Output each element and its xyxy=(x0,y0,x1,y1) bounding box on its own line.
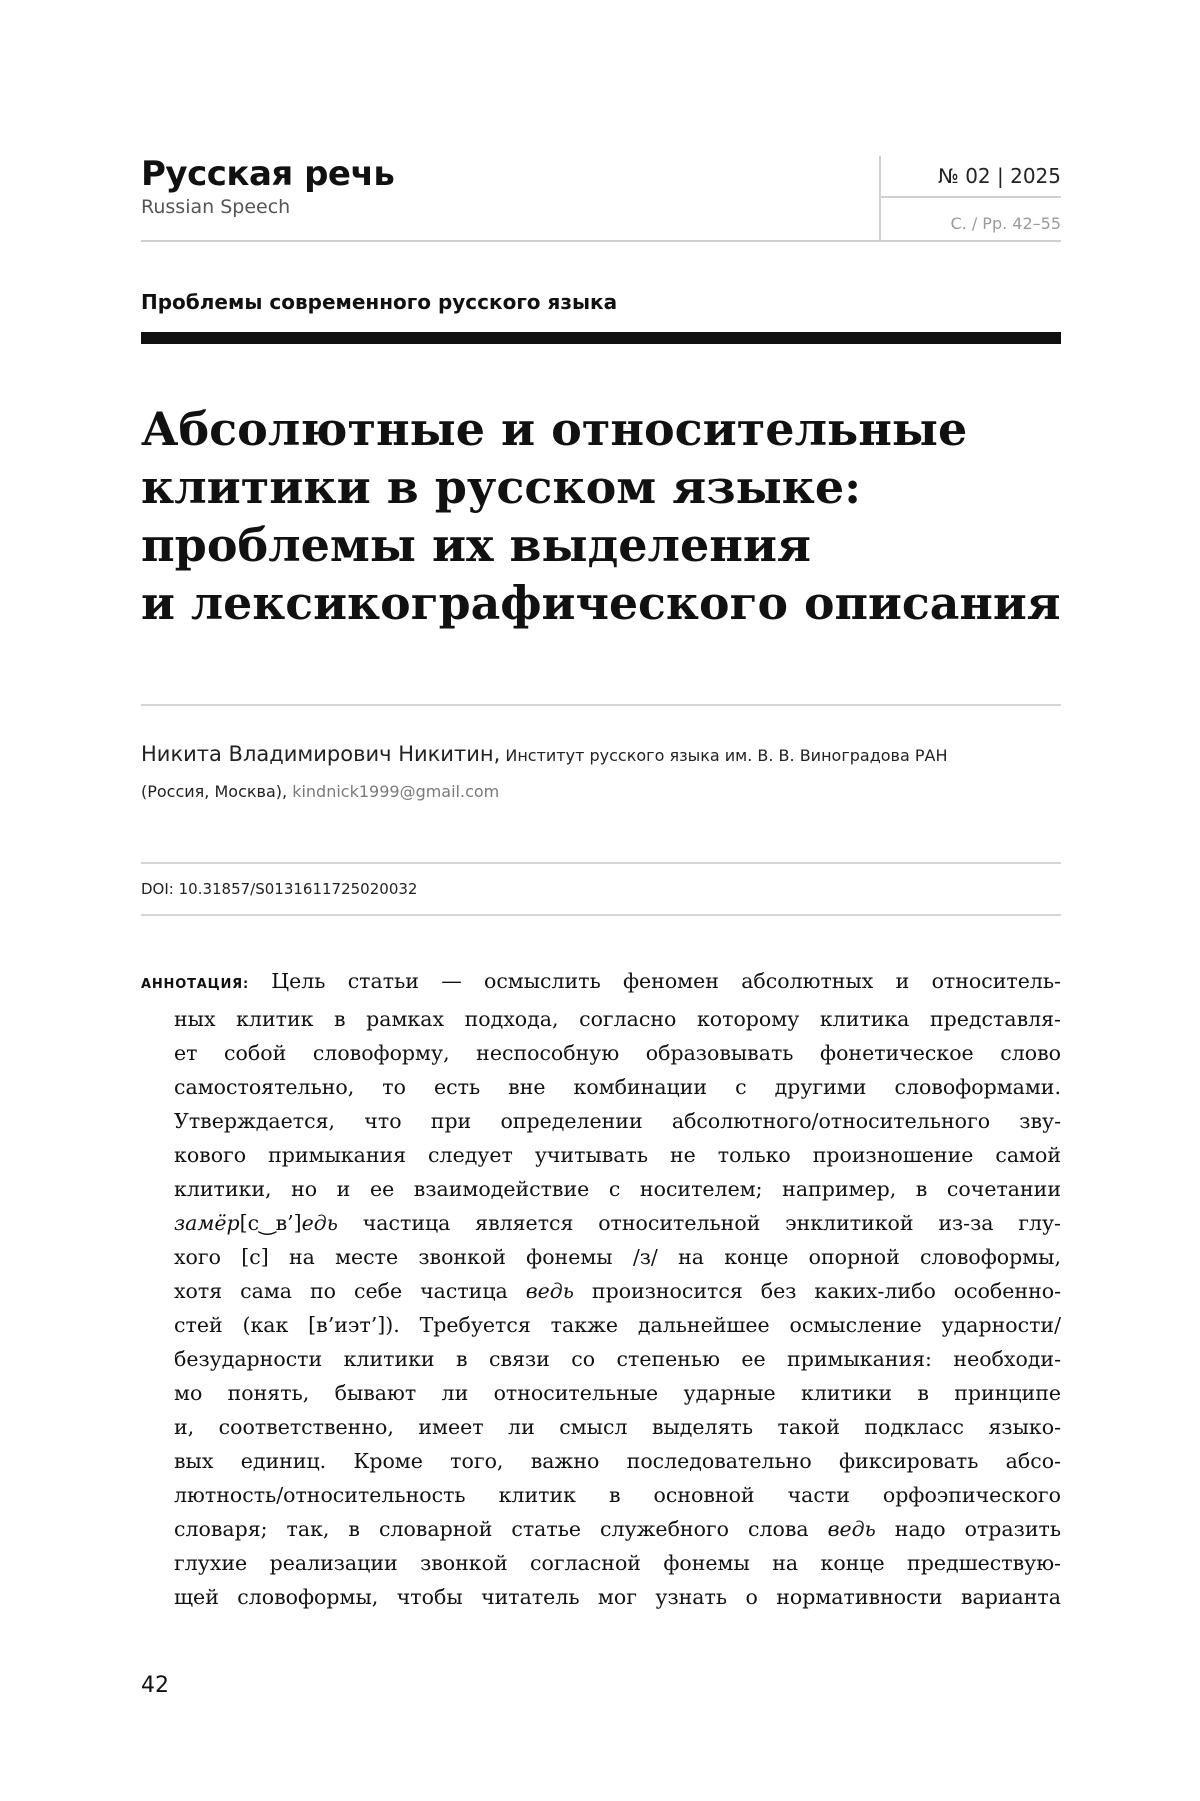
abstract-line: хотя сама по себе частица ведь произносится без каких-либо особенно- xyxy=(174,1279,1061,1303)
abstract xyxy=(141,964,1061,1614)
title-line: Абсолютные и относительные xyxy=(141,402,968,456)
abstract-line: глухие реализации звонкой согласной фонемы на конце предшествую- xyxy=(174,1551,1061,1575)
title-line: и лексикографического описания xyxy=(141,576,1061,630)
abstract-line: кового примыкания следует учитывать не только произношение самой xyxy=(174,1143,1061,1167)
doi[interactable]: DOI: 10.31857/S0131611725020032 xyxy=(141,880,418,898)
abstract-line: Утверждается, что при определении абсолютного/относительного зву- xyxy=(174,1109,1061,1133)
journal-subtitle: Russian Speech xyxy=(141,196,291,218)
author-name: Никита Владимирович Никитин, xyxy=(141,742,501,766)
abstract-line: словаря; так, в словарной статье служебного слова ведь надо отразить xyxy=(174,1517,1061,1541)
header-divider-vertical xyxy=(879,156,881,242)
author-line-2 xyxy=(141,782,499,801)
abstract-line: замёр[с‿в’]едь частица является относительной энклитикой из-за глу- xyxy=(174,1211,1061,1235)
article-page xyxy=(141,0,1061,1801)
title-line: клитики в русском языке: xyxy=(141,460,862,514)
abstract-line: стей (как [в’иэт’]). Требуется также дальнейшее осмысление ударности/ xyxy=(174,1313,1061,1337)
abstract-line: щей словоформы, чтобы читатель мог узнать о нормативности варианта xyxy=(174,1585,1061,1609)
section-bar xyxy=(141,332,1061,344)
issue-number: № 02 | 2025 xyxy=(938,164,1061,188)
author-location: (Россия, Москва), xyxy=(141,782,288,801)
title-line: проблемы их выделения xyxy=(141,518,812,572)
section-heading: Проблемы современного русского языка xyxy=(141,290,618,314)
author-email-link[interactable]: kindnick1999@gmail.com xyxy=(292,782,500,801)
page-number: 42 xyxy=(141,1673,169,1698)
journal-title: Русская речь xyxy=(141,154,395,194)
abstract-line: самостоятельно, то есть вне комбинации с другими словоформами. xyxy=(174,1075,1061,1099)
header-rule xyxy=(141,240,1061,242)
abstract-line: мо понять, бывают ли относительные ударные клитики в принципе xyxy=(174,1381,1061,1405)
doi-rule-top xyxy=(141,862,1061,864)
abstract-line: хого [с] на месте звонкой фонемы /з/ на конце опорной словоформы, xyxy=(174,1245,1061,1269)
title-rule xyxy=(141,704,1061,706)
article-title xyxy=(141,400,1061,632)
author-affiliation: Институт русского языка им. В. В. Виноградова РАН xyxy=(505,746,948,765)
abstract-line: вых единиц. Кроме того, важно последовательно фиксировать абсо- xyxy=(174,1449,1061,1473)
author-line xyxy=(141,742,947,766)
abstract-line: и, соответственно, имеет ли смысл выделять такой подкласс языко- xyxy=(174,1415,1061,1439)
abstract-line: ет собой словоформу, неспособную образовывать фонетическое слово xyxy=(174,1041,1061,1065)
abstract-line: лютность/относительность клитик в основной части орфоэпического xyxy=(174,1483,1061,1507)
abstract-line: безударности клитики в связи со степенью ее примыкания: необходи- xyxy=(174,1347,1061,1371)
header-divider-horizontal xyxy=(879,196,1061,198)
abstract-line: АННОТАЦИЯ: Цель статьи — осмыслить феномен абсолютных и относитель- xyxy=(141,969,1061,993)
abstract-line: клитики, но и ее взаимодействие с носителем; например, в сочетании xyxy=(174,1177,1061,1201)
abstract-line: ных клитик в рамках подхода, согласно которому клитика представля- xyxy=(174,1007,1061,1031)
doi-rule-bottom xyxy=(141,914,1061,916)
abstract-label: АННОТАЦИЯ: xyxy=(141,977,249,992)
page-range: С. / Pp. 42–55 xyxy=(950,214,1061,233)
journal-header xyxy=(141,150,1061,242)
